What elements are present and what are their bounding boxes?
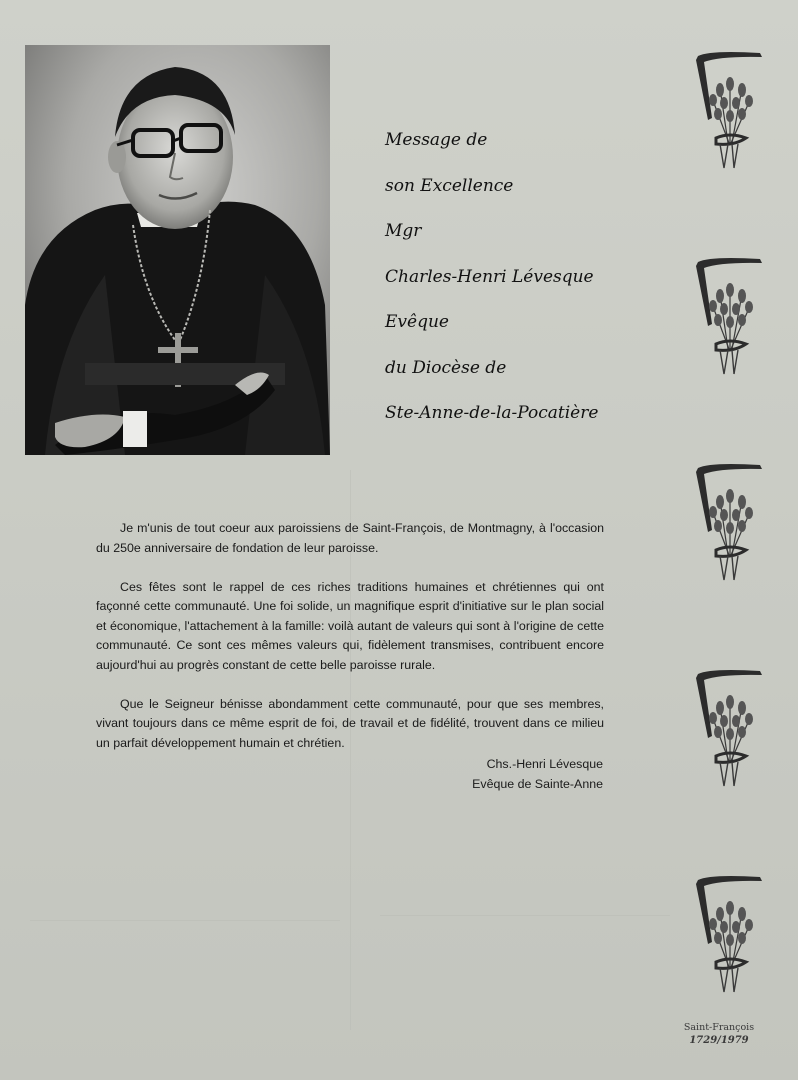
wheat-sheaf-icon (690, 872, 766, 997)
show-through-rule (380, 915, 670, 916)
heading-line-5: Evêque (385, 312, 449, 332)
bishop-portrait-photo (25, 45, 330, 455)
signature-block (380, 754, 603, 794)
body-paragraph-1: Je m'unis de tout coeur aux paroissiens de Saint-François, de Montmagny, à l'occasion du 250e anniversaire de fondation de leur paroisse. (96, 521, 604, 555)
show-through-rule (30, 920, 340, 921)
message-body (96, 519, 604, 753)
signature-name: Chs.-Henri Lévesque (486, 757, 603, 771)
wheat-sheaf-icon (690, 666, 766, 791)
message-heading (385, 118, 685, 437)
body-paragraph-2: Ces fêtes sont le rappel de ces riches traditions humaines et chrétiennes qui ont façonné cette communauté. Une foi solide, un magnifique esprit d'initiative sur le plan social et économique, l'attachement à la famille: voilà autant de valeurs qui sont à l'origine de cette communauté. Ce sont ces mêmes valeurs qui, fidèlement transmises, contribuent encore aujourd'hui au progrès constant de cette belle paroisse rurale. (96, 579, 604, 672)
heading-line-3: Mgr (385, 221, 422, 241)
body-paragraph-3: Que le Seigneur bénisse abondamment cette communauté, pour que ses membres, vivant toujours dans ce même esprit de foi, de travail et de fidélité, trouvent dans ce milieu un parfait développement humain et chrétien. (96, 696, 604, 750)
signature-title: Evêque de Sainte-Anne (472, 777, 603, 791)
heading-line-6: du Diocèse de (385, 357, 507, 378)
heading-line-1: Message de (385, 130, 488, 150)
page-footer (680, 1022, 758, 1046)
heading-line-7: Ste-Anne-de-la-Pocatière (385, 403, 599, 423)
wheat-sheaf-icon (690, 48, 766, 173)
heading-line-4: Charles-Henri Lévesque (385, 266, 594, 287)
heading-line-2: son Excellence (385, 175, 514, 196)
footer-parish-name: Saint-François (683, 1022, 755, 1033)
wheat-sheaf-icon (690, 254, 766, 379)
wheat-sheaf-icon (690, 460, 766, 585)
footer-years: 1729/1979 (689, 1035, 749, 1046)
